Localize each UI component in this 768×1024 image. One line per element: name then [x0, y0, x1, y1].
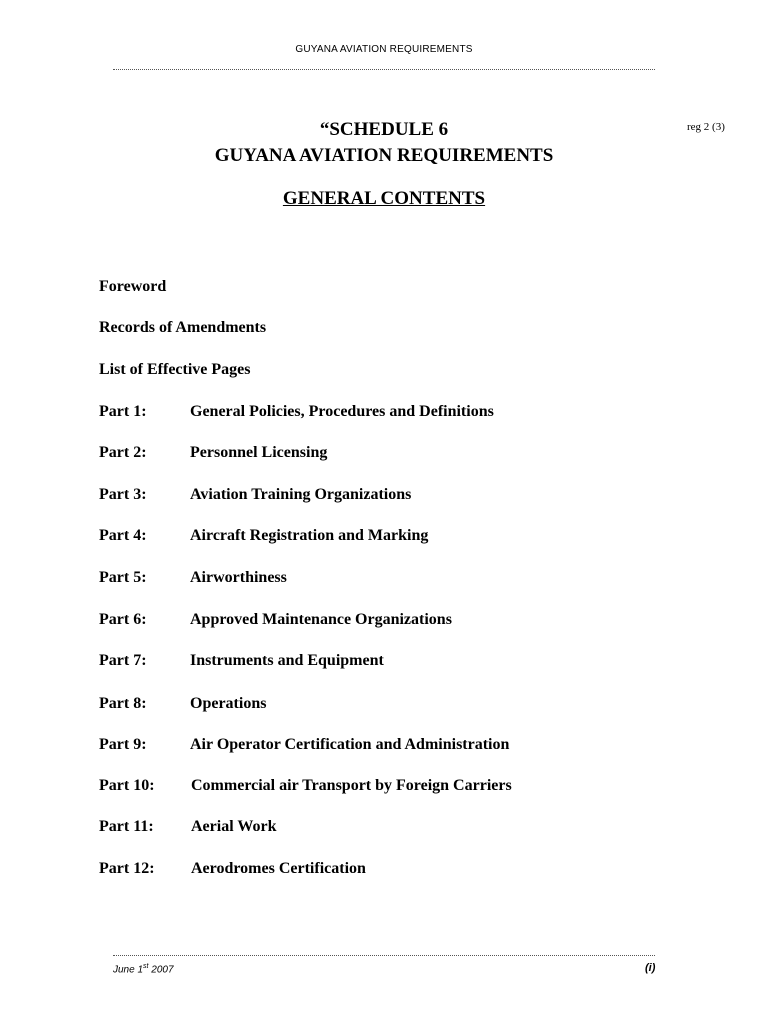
- intro-item-effective-pages: List of Effective Pages: [99, 361, 251, 378]
- part-number: Part 8:: [99, 695, 147, 712]
- part-title: Instruments and Equipment: [190, 652, 384, 669]
- intro-item-amendments: Records of Amendments: [99, 319, 267, 336]
- part-title: Aerodromes Certification: [191, 860, 366, 877]
- part-number: Part 3:: [99, 486, 147, 503]
- part-number: Part 9:: [99, 736, 147, 753]
- part-title: Airworthiness: [190, 569, 287, 586]
- part-title: Aircraft Registration and Marking: [190, 527, 429, 544]
- document-title: [0, 117, 768, 169]
- part-title: Approved Maintenance Organizations: [190, 611, 452, 628]
- contents-heading: GENERAL CONTENTS: [282, 188, 486, 209]
- page-number: (i): [645, 962, 656, 974]
- part-number: Part 2:: [99, 444, 147, 461]
- footer-rule: [113, 955, 655, 956]
- part-title: Personnel Licensing: [190, 444, 328, 461]
- part-title: Commercial air Transport by Foreign Carriers: [191, 777, 512, 794]
- part-number: Part 1:: [99, 403, 147, 420]
- footer-date: June 1st 2007: [113, 963, 174, 976]
- part-number: Part 5:: [99, 569, 147, 586]
- part-number: Part 4:: [99, 527, 147, 544]
- part-number: Part 12:: [99, 860, 155, 877]
- header-rule: [113, 69, 655, 70]
- part-title: General Policies, Procedures and Definitions: [190, 403, 494, 420]
- part-number: Part 7:: [99, 652, 147, 669]
- intro-item-foreword: Foreword: [99, 278, 167, 295]
- part-title: Aviation Training Organizations: [190, 486, 412, 503]
- running-header: GUYANA AVIATION REQUIREMENTS: [295, 44, 473, 55]
- part-title: Aerial Work: [191, 818, 277, 835]
- requirements-title: GUYANA AVIATION REQUIREMENTS: [214, 145, 554, 166]
- margin-reference: reg 2 (3): [687, 121, 725, 133]
- part-number: Part 10:: [99, 777, 155, 794]
- part-number: Part 11:: [99, 818, 154, 835]
- part-title: Operations: [190, 695, 267, 712]
- part-number: Part 6:: [99, 611, 147, 628]
- schedule-title: “SCHEDULE 6: [319, 119, 449, 140]
- part-title: Air Operator Certification and Administration: [190, 736, 510, 753]
